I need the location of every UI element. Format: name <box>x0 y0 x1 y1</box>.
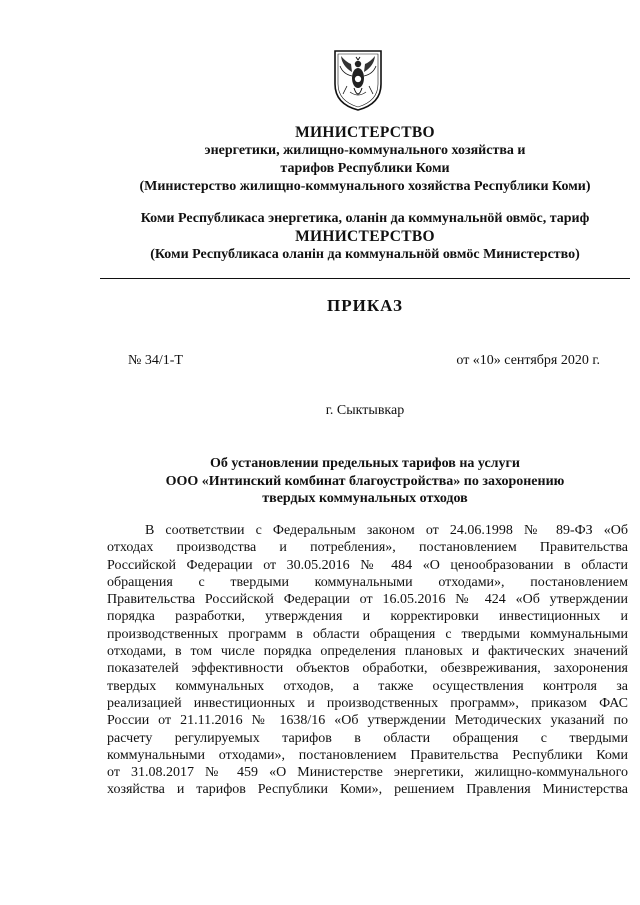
subject-line: ООО «Интинский комбинат благоустройства» по захоронению <box>165 473 565 489</box>
document-date: от «10» сентября 2020 г. <box>456 353 600 368</box>
body-line: порядка разработки, утверждения и корректировки инвестиционных и <box>107 609 628 625</box>
ministry-ru-title: МИНИСТЕРСТВО <box>295 124 435 141</box>
body-line: В соответствии с Федеральным законом от 24.06.1998 № 89-ФЗ «Об <box>145 523 628 538</box>
body-line: расчету регулируемых тарифов в области обращения с твердыми <box>107 730 628 746</box>
body-line: реализацией инвестиционных и производственных программ», приказом ФАС <box>107 695 628 711</box>
body-line: отходами, в том числе порядка определения плановых и фактических значений <box>107 644 628 660</box>
body-line: твердых коммунальных отходов, а также осуществления контроля за <box>107 678 628 694</box>
subject-line: Об установлении предельных тарифов на услуги <box>210 456 520 471</box>
document-number: № 34/1-Т <box>128 353 183 368</box>
document-title: ПРИКАЗ <box>327 296 403 315</box>
ministry-ru-line2: тарифов Республики Коми <box>280 161 450 176</box>
body-line: производственных программ в области обращения с твердыми коммунальными <box>107 626 628 642</box>
ministry-komi-line1: Коми Республикаса энергетика, оланiн да коммунальнӧй овмӧс, тариф <box>140 211 590 226</box>
ministry-ru-short: (Министерство жилищно-коммунального хозяйства Республики Коми) <box>139 179 591 194</box>
subject-line: твердых коммунальных отходов <box>262 491 468 506</box>
body-line: России от 21.11.2016 № 1638/16 «Об утверждении Методических указаний по <box>107 713 628 729</box>
body-line: обращения с твердыми коммунальными отходами», постановлением <box>107 574 628 590</box>
ministry-header-ru <box>100 124 630 196</box>
document-subject <box>110 455 620 508</box>
body-line: Правительства Российской Федерации от 16.05.2016 № 424 «Об утверждении <box>107 592 628 608</box>
ministry-ru-line1: энергетики, жилищно-коммунального хозяйства и <box>204 143 526 158</box>
document-body <box>107 522 628 799</box>
coat-of-arms-emblem <box>332 48 384 112</box>
body-line: показателей эффективности объектов обработки, обезвреживания, захоронения <box>107 661 628 677</box>
body-line: хозяйства и тарифов Республики Коми», решением Правления Министерства <box>107 782 628 798</box>
ministry-header-komi <box>100 210 630 264</box>
body-line: отходах производства и потребления», постановлением Правительства <box>107 540 628 556</box>
ministry-komi-title: МИНИСТЕРСТВО <box>295 228 435 245</box>
document-city: г. Сыктывкар <box>325 403 405 418</box>
ministry-komi-short: (Коми Республикаса оланiн да коммунальнӧй овмӧс Министерство) <box>150 247 580 262</box>
header-divider <box>100 278 630 279</box>
body-line: коммунальными отходами», постановлением Правительства Республики Коми <box>107 747 628 763</box>
body-line: от 31.08.2017 № 459 «О Министерстве энергетики, жилищно-коммунального <box>107 765 628 781</box>
body-line: Российской Федерации от 30.05.2016 № 484 «О ценообразовании в области <box>107 557 628 573</box>
